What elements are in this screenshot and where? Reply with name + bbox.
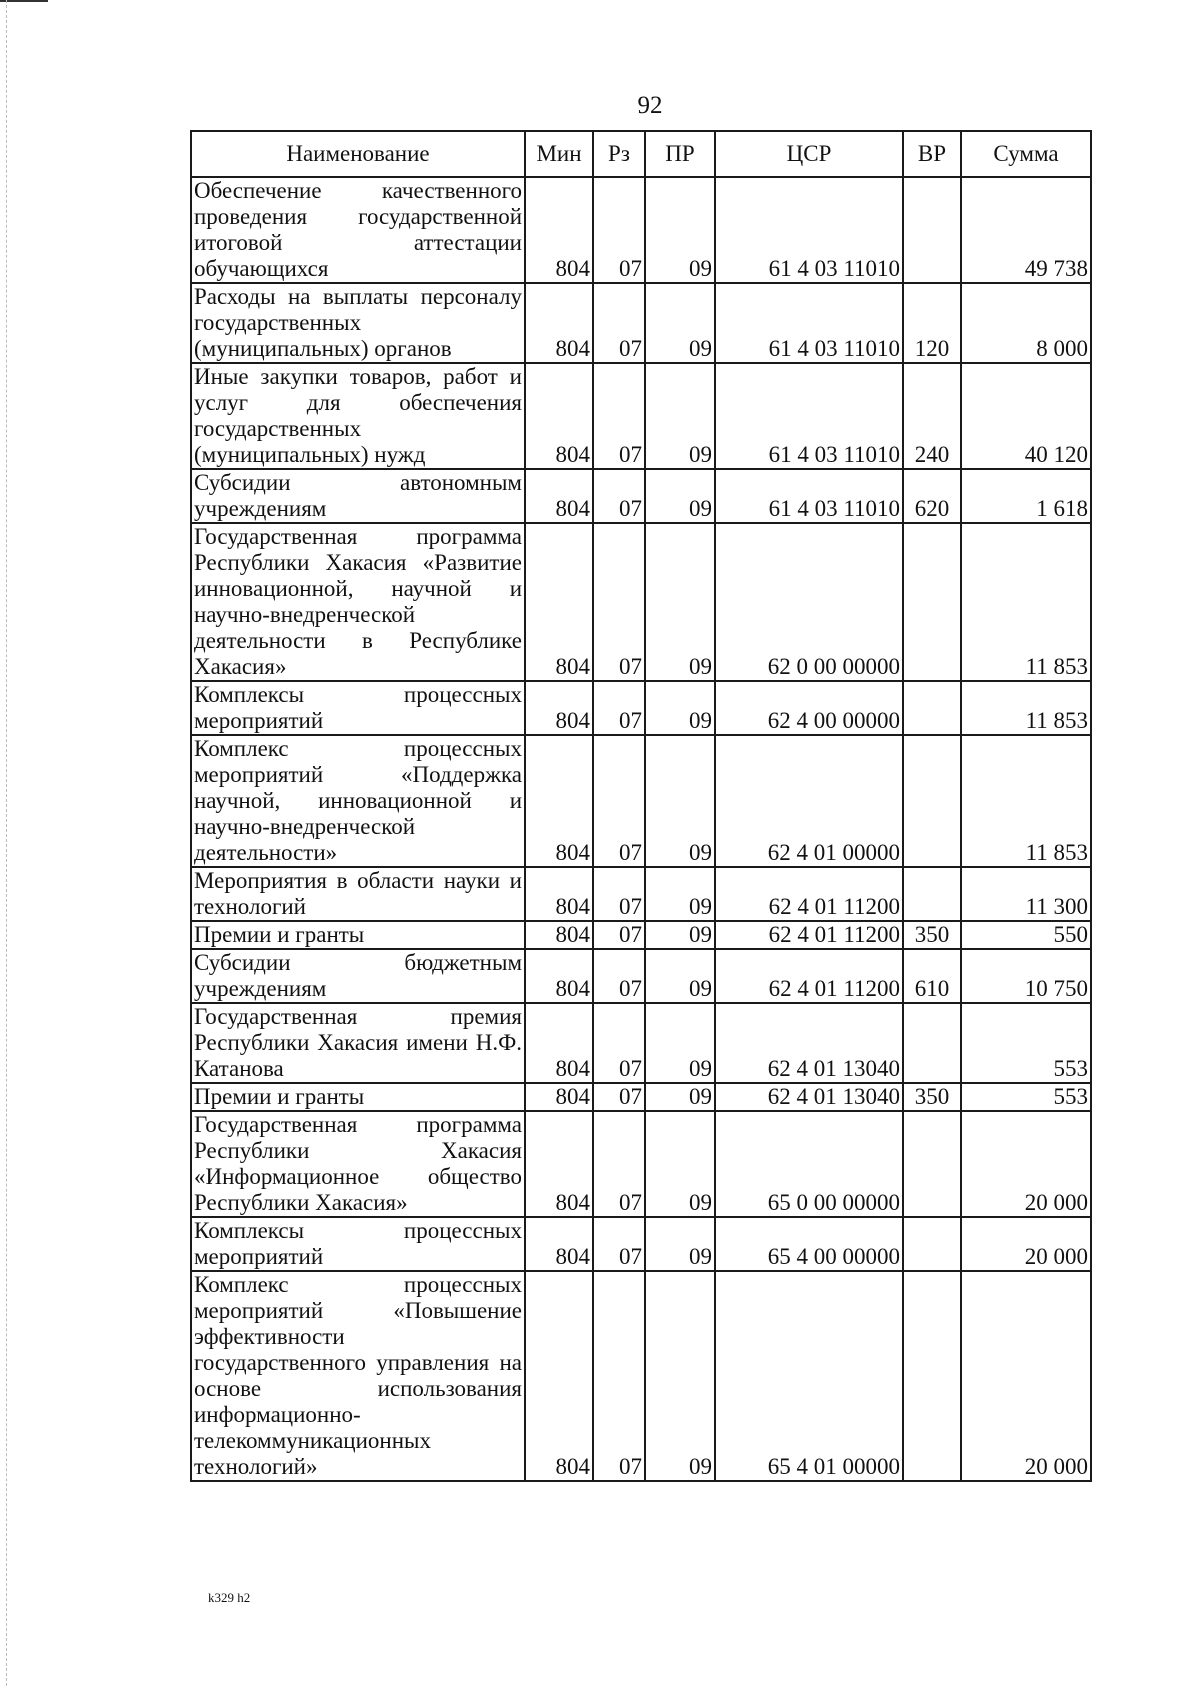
scan-edge-line (6, 0, 7, 1686)
cell-vr: 620 (903, 469, 961, 523)
cell-rz: 07 (593, 523, 645, 681)
cell-csr: 62 4 01 13040 (715, 1003, 903, 1083)
cell-csr: 62 4 01 11200 (715, 867, 903, 921)
cell-sum: 20 000 (961, 1271, 1091, 1481)
cell-rz: 07 (593, 469, 645, 523)
table-row (191, 949, 1091, 1003)
cell-rz: 07 (593, 283, 645, 363)
page-number: 92 (637, 92, 663, 119)
cell-pr: 09 (645, 1217, 715, 1271)
cell-pr: 09 (645, 1271, 715, 1481)
cell-name: Премии и гранты (191, 921, 525, 949)
cell-csr: 61 4 03 11010 (715, 469, 903, 523)
column-header-csr: ЦСР (715, 131, 903, 177)
cell-csr: 62 4 01 11200 (715, 949, 903, 1003)
cell-csr: 65 4 01 00000 (715, 1271, 903, 1481)
cell-sum: 20 000 (961, 1111, 1091, 1217)
cell-min: 804 (525, 1217, 593, 1271)
table-row (191, 1217, 1091, 1271)
cell-name: Государственная программа Республики Хакасия «Информационное общество Республики Хакасия» (191, 1111, 525, 1217)
column-header-sum: Сумма (961, 131, 1091, 177)
cell-csr: 65 4 00 00000 (715, 1217, 903, 1271)
cell-pr: 09 (645, 1111, 715, 1217)
cell-rz: 07 (593, 735, 645, 867)
cell-pr: 09 (645, 283, 715, 363)
cell-name: Расходы на выплаты персоналу государственных (муниципальных) органов (191, 283, 525, 363)
cell-csr: 62 4 00 00000 (715, 681, 903, 735)
cell-csr: 62 4 01 00000 (715, 735, 903, 867)
cell-vr (903, 523, 961, 681)
cell-vr (903, 1217, 961, 1271)
table-row (191, 867, 1091, 921)
cell-min: 804 (525, 523, 593, 681)
cell-csr: 62 4 01 11200 (715, 921, 903, 949)
cell-pr: 09 (645, 363, 715, 469)
table-row (191, 735, 1091, 867)
table-row (191, 1003, 1091, 1083)
cell-min: 804 (525, 177, 593, 283)
footer-code: k329 h2 (208, 1590, 251, 1605)
cell-sum: 553 (961, 1083, 1091, 1111)
cell-csr: 61 4 03 11010 (715, 283, 903, 363)
cell-csr: 62 4 01 13040 (715, 1083, 903, 1111)
cell-name: Комплекс процессных мероприятий «Поддержка научной, инновационной и научно-внедренческой деятельности» (191, 735, 525, 867)
cell-vr (903, 1271, 961, 1481)
cell-rz: 07 (593, 867, 645, 921)
cell-vr (903, 867, 961, 921)
table-row (191, 177, 1091, 283)
cell-min: 804 (525, 735, 593, 867)
cell-name: Субсидии бюджетным учреждениям (191, 949, 525, 1003)
cell-name: Мероприятия в области науки и технологий (191, 867, 525, 921)
cell-csr: 61 4 03 11010 (715, 177, 903, 283)
table-row (191, 681, 1091, 735)
cell-sum: 8 000 (961, 283, 1091, 363)
cell-name: Комплекс процессных мероприятий «Повышение эффективности государственного управления на основе использования информационно-телекоммуникационных технологий» (191, 1271, 525, 1481)
cell-pr: 09 (645, 735, 715, 867)
budget-table (190, 130, 1092, 1482)
cell-name: Комплексы процессных мероприятий (191, 1217, 525, 1271)
cell-vr: 240 (903, 363, 961, 469)
cell-min: 804 (525, 921, 593, 949)
cell-sum: 11 853 (961, 681, 1091, 735)
cell-min: 804 (525, 283, 593, 363)
cell-min: 804 (525, 1111, 593, 1217)
cell-rz: 07 (593, 1217, 645, 1271)
cell-pr: 09 (645, 469, 715, 523)
cell-min: 804 (525, 681, 593, 735)
column-header-name: Наименование (191, 131, 525, 177)
cell-min: 804 (525, 1271, 593, 1481)
cell-vr: 120 (903, 283, 961, 363)
cell-vr: 610 (903, 949, 961, 1003)
cell-sum: 10 750 (961, 949, 1091, 1003)
column-header-rz: Рз (593, 131, 645, 177)
cell-vr (903, 1111, 961, 1217)
cell-vr (903, 681, 961, 735)
cell-name: Государственная премия Республики Хакасия имени Н.Ф. Катанова (191, 1003, 525, 1083)
cell-min: 804 (525, 1003, 593, 1083)
cell-rz: 07 (593, 681, 645, 735)
cell-name: Обеспечение качественного проведения государственной итоговой аттестации обучающихся (191, 177, 525, 283)
cell-csr: 65 0 00 00000 (715, 1111, 903, 1217)
cell-pr: 09 (645, 177, 715, 283)
cell-rz: 07 (593, 1003, 645, 1083)
table-row (191, 469, 1091, 523)
cell-min: 804 (525, 1083, 593, 1111)
cell-csr: 61 4 03 11010 (715, 363, 903, 469)
table-row (191, 1271, 1091, 1481)
cell-min: 804 (525, 363, 593, 469)
cell-rz: 07 (593, 1083, 645, 1111)
cell-vr: 350 (903, 1083, 961, 1111)
table-row (191, 1083, 1091, 1111)
cell-sum: 553 (961, 1003, 1091, 1083)
cell-rz: 07 (593, 363, 645, 469)
cell-rz: 07 (593, 949, 645, 1003)
scan-edge-mark (0, 0, 48, 2)
table-header-row (191, 131, 1091, 177)
cell-vr (903, 735, 961, 867)
cell-sum: 11 853 (961, 735, 1091, 867)
cell-sum: 1 618 (961, 469, 1091, 523)
cell-min: 804 (525, 949, 593, 1003)
cell-vr (903, 1003, 961, 1083)
cell-min: 804 (525, 867, 593, 921)
cell-sum: 550 (961, 921, 1091, 949)
cell-sum: 49 738 (961, 177, 1091, 283)
cell-sum: 11 300 (961, 867, 1091, 921)
column-header-pr: ПР (645, 131, 715, 177)
table-row (191, 363, 1091, 469)
cell-name: Государственная программа Республики Хакасия «Развитие инновационной, научной и научно-внедренческой деятельности в Республике Хакасия» (191, 523, 525, 681)
table-row (191, 523, 1091, 681)
cell-sum: 20 000 (961, 1217, 1091, 1271)
cell-pr: 09 (645, 1003, 715, 1083)
column-header-vr: ВР (903, 131, 961, 177)
cell-rz: 07 (593, 921, 645, 949)
cell-pr: 09 (645, 921, 715, 949)
cell-sum: 11 853 (961, 523, 1091, 681)
cell-pr: 09 (645, 681, 715, 735)
cell-rz: 07 (593, 1271, 645, 1481)
table-row (191, 921, 1091, 949)
cell-min: 804 (525, 469, 593, 523)
table-row (191, 283, 1091, 363)
cell-csr: 62 0 00 00000 (715, 523, 903, 681)
cell-pr: 09 (645, 523, 715, 681)
cell-sum: 40 120 (961, 363, 1091, 469)
cell-pr: 09 (645, 1083, 715, 1111)
cell-pr: 09 (645, 867, 715, 921)
column-header-min: Мин (525, 131, 593, 177)
cell-name: Иные закупки товаров, работ и услуг для обеспечения государственных (муниципальных) нужд (191, 363, 525, 469)
cell-pr: 09 (645, 949, 715, 1003)
cell-name: Премии и гранты (191, 1083, 525, 1111)
cell-rz: 07 (593, 177, 645, 283)
cell-name: Комплексы процессных мероприятий (191, 681, 525, 735)
cell-vr (903, 177, 961, 283)
table-row (191, 1111, 1091, 1217)
table-body (191, 177, 1091, 1481)
cell-rz: 07 (593, 1111, 645, 1217)
cell-name: Субсидии автономным учреждениям (191, 469, 525, 523)
cell-vr: 350 (903, 921, 961, 949)
